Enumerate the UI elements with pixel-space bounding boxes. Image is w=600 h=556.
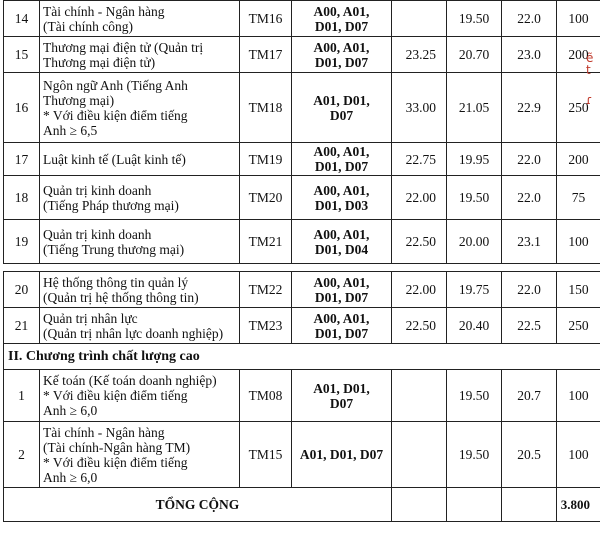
table-body <box>4 1 600 522</box>
quota: 100 <box>557 370 600 422</box>
table-row <box>4 37 600 73</box>
empty-cell <box>392 488 447 522</box>
empty-cell <box>447 488 502 522</box>
score-col-1: 22.75 <box>392 143 447 176</box>
program-code: TM23 <box>240 308 292 344</box>
score-col-2: 19.50 <box>447 176 502 220</box>
table-page-gap <box>4 264 600 272</box>
program-code: TM20 <box>240 176 292 220</box>
quota: 75 <box>557 176 600 220</box>
row-number: 19 <box>4 220 40 264</box>
margin-handwriting-mark: ẽ t <box>586 51 594 77</box>
score-col-3: 20.5 <box>502 422 557 488</box>
program-name: Quản trị kinh doanh (Tiếng Trung thương mại) <box>40 220 240 264</box>
score-col-1: 22.50 <box>392 308 447 344</box>
score-col-1 <box>392 370 447 422</box>
row-number: 18 <box>4 176 40 220</box>
score-col-1: 22.00 <box>392 272 447 308</box>
row-number: 17 <box>4 143 40 176</box>
program-name: Kế toán (Kế toán doanh nghiệp) * Với điều kiện điểm tiếng Anh ≥ 6,0 <box>40 370 240 422</box>
subject-combination: A00, A01, D01, D07 <box>292 143 392 176</box>
score-col-2: 20.40 <box>447 308 502 344</box>
margin-handwriting-mark: ɾ <box>586 93 593 107</box>
score-col-3: 22.0 <box>502 143 557 176</box>
program-code: TM17 <box>240 37 292 73</box>
quota: 150 <box>557 272 600 308</box>
subject-combination: A00, A01, D01, D03 <box>292 176 392 220</box>
score-col-2: 19.95 <box>447 143 502 176</box>
total-value: 3.800 <box>557 488 600 522</box>
program-name: Quản trị nhân lực (Quản trị nhân lực doanh nghiệp) <box>40 308 240 344</box>
quota: 250 <box>557 73 600 143</box>
score-col-3: 22.5 <box>502 308 557 344</box>
row-number: 21 <box>4 308 40 344</box>
row-number: 20 <box>4 272 40 308</box>
program-code: TM08 <box>240 370 292 422</box>
gap-cell <box>4 264 600 272</box>
score-col-2: 20.00 <box>447 220 502 264</box>
admission-table <box>3 0 600 522</box>
score-col-1: 33.00 <box>392 73 447 143</box>
subject-combination: A00, A01, D01, D07 <box>292 1 392 37</box>
row-number: 1 <box>4 370 40 422</box>
table-row <box>4 272 600 308</box>
score-col-1 <box>392 422 447 488</box>
subject-combination: A01, D01, D07 <box>292 422 392 488</box>
program-code: TM19 <box>240 143 292 176</box>
score-col-1: 22.50 <box>392 220 447 264</box>
table-row <box>4 422 600 488</box>
score-col-2: 19.50 <box>447 370 502 422</box>
score-col-3: 23.0 <box>502 37 557 73</box>
program-name: Luật kinh tế (Luật kinh tế) <box>40 143 240 176</box>
program-code: TM15 <box>240 422 292 488</box>
program-name: Hệ thống thông tin quản lý (Quản trị hệ thống thông tin) <box>40 272 240 308</box>
program-code: TM16 <box>240 1 292 37</box>
table-row <box>4 1 600 37</box>
score-col-3: 20.7 <box>502 370 557 422</box>
score-col-3: 22.0 <box>502 176 557 220</box>
program-name: Ngôn ngữ Anh (Tiếng Anh Thương mại) * Với điều kiện điểm tiếng Anh ≥ 6,5 <box>40 73 240 143</box>
empty-cell <box>502 488 557 522</box>
total-label: TỔNG CỘNG <box>4 488 392 522</box>
score-col-3: 22.9 <box>502 73 557 143</box>
program-code: TM22 <box>240 272 292 308</box>
total-row <box>4 488 600 522</box>
section-row <box>4 344 600 370</box>
table-row <box>4 220 600 264</box>
quota: 100 <box>557 422 600 488</box>
program-name: Tài chính - Ngân hàng (Tài chính công) <box>40 1 240 37</box>
subject-combination: A00, A01, D01, D07 <box>292 308 392 344</box>
quota: 100 <box>557 1 600 37</box>
score-col-3: 22.0 <box>502 1 557 37</box>
row-number: 15 <box>4 37 40 73</box>
table-row <box>4 176 600 220</box>
subject-combination: A00, A01, D01, D07 <box>292 37 392 73</box>
score-col-2: 21.05 <box>447 73 502 143</box>
score-col-2: 19.50 <box>447 422 502 488</box>
subject-combination: A00, A01, D01, D04 <box>292 220 392 264</box>
table-row <box>4 308 600 344</box>
quota: 250 <box>557 308 600 344</box>
score-col-1: 22.00 <box>392 176 447 220</box>
subject-combination: A01, D01, D07 <box>292 370 392 422</box>
score-col-2: 20.70 <box>447 37 502 73</box>
score-col-2: 19.50 <box>447 1 502 37</box>
subject-combination: A00, A01, D01, D07 <box>292 272 392 308</box>
table-row <box>4 73 600 143</box>
program-name: Quản trị kinh doanh (Tiếng Pháp thương mại) <box>40 176 240 220</box>
score-col-3: 23.1 <box>502 220 557 264</box>
row-number: 14 <box>4 1 40 37</box>
program-code: TM18 <box>240 73 292 143</box>
quota: 100 <box>557 220 600 264</box>
score-col-2: 19.75 <box>447 272 502 308</box>
score-col-1: 23.25 <box>392 37 447 73</box>
row-number: 16 <box>4 73 40 143</box>
program-name: Tài chính - Ngân hàng (Tài chính-Ngân hàng TM) * Với điều kiện điểm tiếng Anh ≥ 6,0 <box>40 422 240 488</box>
subject-combination: A01, D01, D07 <box>292 73 392 143</box>
table-row <box>4 143 600 176</box>
section-title: II. Chương trình chất lượng cao <box>4 344 600 370</box>
score-col-3: 22.0 <box>502 272 557 308</box>
program-code: TM21 <box>240 220 292 264</box>
program-name: Thương mại điện tử (Quản trị Thương mại điện tử) <box>40 37 240 73</box>
quota: 200 <box>557 37 600 73</box>
quota: 200 <box>557 143 600 176</box>
score-col-1 <box>392 1 447 37</box>
row-number: 2 <box>4 422 40 488</box>
table-row <box>4 370 600 422</box>
